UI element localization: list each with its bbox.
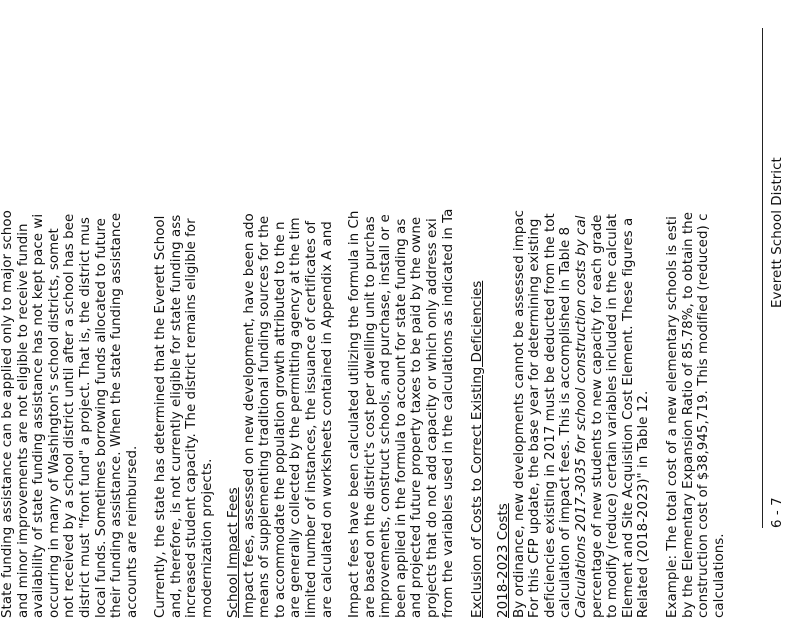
example-line-2: by the Elementary Expansion Ratio of 85.78%, to obtain the	[680, 211, 696, 618]
state-line-1: Currently, the state has determined that the Everett School	[153, 215, 168, 618]
funding-line-2: and minor improvements are not eligible to receive fundin	[15, 223, 31, 618]
exclusion-line-2: For this CFP update, the base year for determining existing	[527, 218, 543, 618]
exclusion-line-3: deficiencies existing in 2017 must be deducted from the tot	[542, 213, 558, 618]
funding-line-3: availability of state funding assistance has not kept pace wi	[31, 213, 47, 618]
state-line-2: and, therefore, is not currently eligible for state funding ass	[168, 214, 184, 618]
exclusion-line-7: to modify (reduce) certain variables included in the calculat	[605, 213, 621, 618]
funding-line-8: their funding assistance. When the state funding assistance	[109, 212, 125, 618]
impact-fees-heading: School Impact Fees	[226, 487, 241, 618]
exclusion-line-8: Element and Site Acquisition Cost Element. These figures a	[620, 217, 636, 618]
exclusion-line-9: Related (2018-2023)" in Table 12.	[636, 390, 652, 618]
impact2-line-3: improvements, construct schools, and purchase, install or e	[378, 214, 394, 618]
impact2-line-7: from the variables used in the calculations as indicated in Ta	[440, 208, 456, 618]
funding-line-7: local funds. Sometimes borrowing funds allocated to future	[93, 218, 109, 618]
funding-line-9: accounts are reimbursed.	[124, 445, 140, 618]
funding-line-5: not received by a school district until after a school has bee	[62, 213, 78, 618]
impact2-line-6: projects that do not add capacity or which only address exi	[425, 218, 440, 618]
impact1-line-4: are generally collected by the permitting agency at the tim	[288, 217, 304, 618]
footer-page-number: 6 - 7	[770, 497, 785, 528]
example-line-4: calculations.	[711, 533, 727, 618]
impact2-line-4: been applied in the formula to account for state funding as	[393, 218, 409, 618]
state-line-4: modernization projects.	[199, 458, 215, 618]
exclusion-line-1: By ordinance, new developments cannot be assessed impac	[511, 209, 527, 618]
funding-line-4: occurring in many of Washington's school districts, somet	[46, 228, 62, 618]
footer-district: Everett School District	[770, 157, 785, 308]
exclusion-line-4: calculation of impact fees. This is accomplished in Table 8	[558, 226, 574, 618]
exclusion-line-6: percentage of new students to new capacity for each grade	[589, 214, 605, 618]
impact2-line-5: and projected future property taxes to be paid by the owne	[409, 216, 425, 618]
funding-line-6: district must "front fund" a project. That is, the district mus	[78, 217, 93, 618]
example-line-1: Example: The total cost of a new elementary schools is esti	[665, 216, 680, 618]
exclusion-heading: Exclusion of Costs to Correct Existing Deficiencies	[470, 280, 485, 618]
impact1-line-6: are calculated on worksheets contained in Appendix A and	[319, 221, 335, 618]
exclusion-line-5: Calculations 2017-3035 for school construction costs by cal	[574, 215, 589, 618]
impact1-line-3: to accommodate the population growth attributed to the n	[272, 221, 288, 618]
impact1-line-2: means of supplementing traditional funding sources for the	[257, 215, 273, 618]
impact1-line-1: Impact fees, assessed on new development, have been ado	[241, 213, 257, 618]
footer-rule	[762, 28, 763, 528]
example-line-3: construction cost of $38,945,719. This modified (reduced) c	[696, 213, 712, 618]
impact2-line-2: are based on the district's cost per dwelling unit to purchas	[362, 216, 378, 618]
state-line-3: increased student capacity. The district remains eligible for	[184, 218, 200, 618]
exclusion-subheading: 2018-2023 Costs	[496, 503, 511, 618]
impact2-line-1: Impact fees have been calculated utilizing the formula in Ch	[347, 210, 362, 618]
impact1-line-5: limited number of instances, the issuance of certificates of	[304, 220, 319, 618]
funding-line-1: State funding assistance can be applied only to major schoo	[0, 210, 15, 618]
